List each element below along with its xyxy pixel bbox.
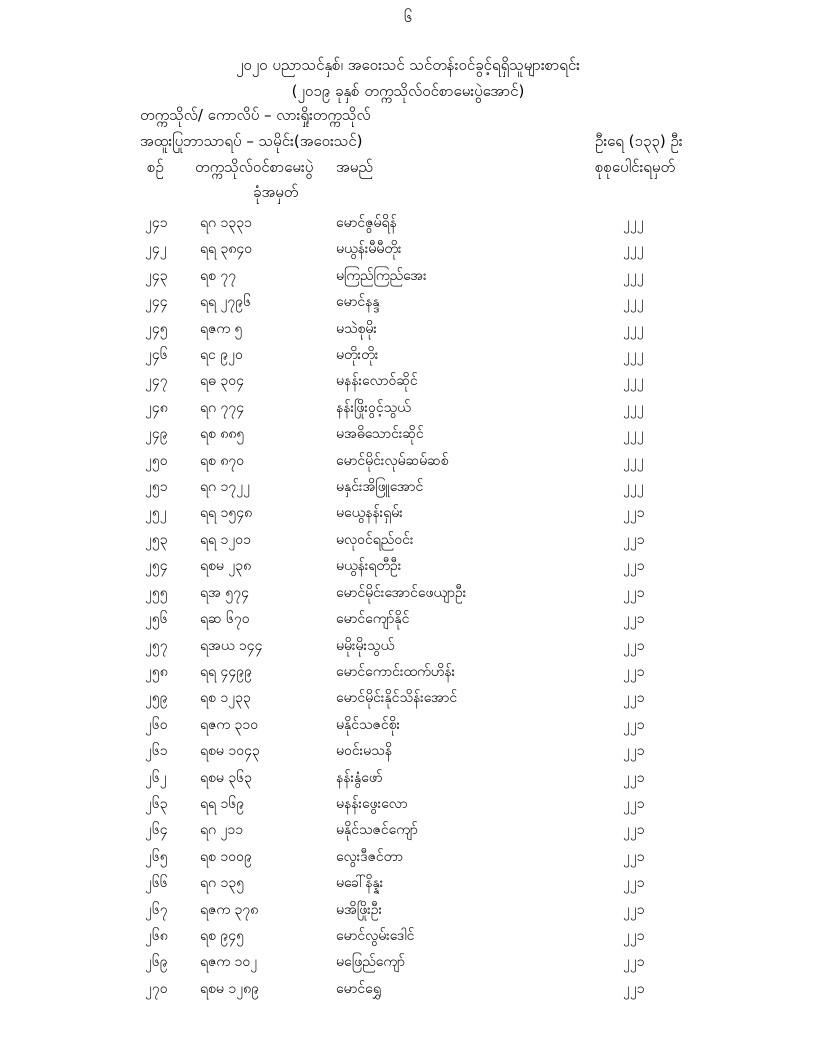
- row-marks: ၂၂၂: [623, 426, 644, 443]
- table-row: [0, 686, 816, 712]
- header-roll: တက္ကသိုလ်ဝင်စာမေးပွဲ: [195, 158, 314, 176]
- row-marks: ၂၂၁: [623, 848, 645, 865]
- row-serial: ၂၅၂: [145, 505, 167, 522]
- row-serial: ၂၄၃: [145, 267, 168, 284]
- row-roll-number: ရရ ၂၇၉၆: [200, 294, 252, 311]
- row-roll-number: ရရ ၄၄၉၉: [200, 663, 253, 680]
- row-serial: ၂၄၄: [145, 294, 168, 311]
- row-serial: ၂၆၇: [145, 901, 168, 918]
- row-marks: ၂၂၁: [623, 690, 645, 707]
- row-marks: ၂၂၁: [623, 769, 645, 786]
- table-row: [0, 634, 816, 660]
- row-roll-number: ရဇက ၃၁၀: [200, 716, 259, 733]
- student-count: ဦးရေ (၁၃၃) ဦး: [595, 132, 683, 150]
- row-serial: ၂၅၄: [145, 558, 168, 575]
- row-name: မတိုးတိုး: [336, 347, 379, 364]
- row-name: မောင်နန္ဒ: [336, 294, 380, 311]
- row-serial: ၂၇၀: [145, 980, 168, 997]
- row-name: မမိုးမိုးသွယ်: [336, 637, 395, 654]
- table-row: [0, 845, 816, 871]
- table-row: [0, 396, 816, 422]
- row-serial: ၂၆၉: [145, 954, 168, 971]
- row-marks: ၂၂၁: [623, 927, 645, 944]
- row-roll-number: ရစ ၈၈၅: [200, 426, 245, 443]
- row-serial: ၂၄၅: [145, 320, 168, 337]
- row-roll-number: ရဆ ၆၇၀: [200, 611, 250, 628]
- row-marks: ၂၂၁: [623, 611, 645, 628]
- row-marks: ၂၂၂: [623, 479, 644, 496]
- row-name: နန်းနွံဖော်: [336, 769, 383, 786]
- row-name: မောင်လွမ်းဒေါင်: [336, 927, 415, 944]
- document-subtitle: (၂၀၁၉ ခုနှစ် တက္ကသိုလ်ဝင်စာမေးပွဲအောင်): [291, 82, 525, 100]
- row-marks: ၂၂၂: [623, 452, 644, 469]
- row-roll-number: ရဇက ၅: [200, 320, 243, 337]
- table-row: [0, 290, 816, 316]
- row-serial: ၂၆၃: [145, 795, 168, 812]
- row-name: မောင်မိုင်းလုမ်ဆမ်ဆစ်: [336, 452, 449, 469]
- document-title: ၂၀၂၀ ပညာသင်နှစ်၊ အဝေးသင် သင်တန်းဝင်ခွင့်ရရှိသူများစာရင်း: [236, 56, 580, 74]
- row-name: မဖြေည်ကျော်: [336, 954, 406, 971]
- row-name: မအိဖြိုးဦး: [336, 901, 383, 918]
- table-row: [0, 317, 816, 343]
- row-marks: ၂၂၁: [623, 505, 645, 522]
- row-marks: ၂၂၂: [623, 267, 644, 284]
- table-row: [0, 871, 816, 897]
- table-row: [0, 792, 816, 818]
- row-marks: ၂၂၂: [623, 241, 644, 258]
- row-roll-number: ရစ ၈၇၀: [200, 452, 245, 469]
- row-serial: ၂၆၀: [145, 716, 168, 733]
- row-roll-number: ရစ ၁၀၀၉: [200, 848, 252, 865]
- row-roll-number: ရဂ ၁၃၃၁: [200, 215, 252, 231]
- table-row: [0, 766, 816, 792]
- row-serial: ၂၄၂: [145, 241, 167, 258]
- row-name: မကြည်ကြည်အေး: [336, 267, 427, 284]
- header-roll-line2: ခုံအမှတ်: [253, 183, 299, 201]
- row-name: မနှင်းအိဖြူအောင်: [336, 479, 424, 496]
- row-marks: ၂၂၁: [623, 875, 645, 892]
- row-serial: ၂၄၆: [145, 347, 168, 364]
- row-roll-number: ရအယ ၁၄၄: [200, 637, 263, 654]
- table-row: [0, 554, 816, 580]
- row-name: မောင်ကျော်နိုင်: [336, 611, 410, 628]
- row-marks: ၂၂၁: [623, 584, 645, 601]
- row-roll-number: ရအ ၅၇၄: [200, 584, 249, 601]
- row-roll-number: ရရ ၁၅၄၈: [200, 505, 253, 522]
- row-roll-number: ရစမ ၃၆၃: [200, 769, 252, 786]
- row-name: မဝင်းမသနိ: [336, 743, 392, 760]
- row-marks: ၂၂၂: [623, 399, 644, 416]
- row-name: နန်းဖြိုးဝွင့်သွယ်: [336, 399, 411, 416]
- row-marks: ၂၂၂: [623, 347, 644, 364]
- row-marks: ၂၂၁: [623, 822, 645, 839]
- row-serial: ၂၅၈: [145, 663, 168, 680]
- row-marks: ၂၂၁: [623, 743, 645, 760]
- row-marks: ၂၂၂: [623, 215, 644, 231]
- table-row: [0, 237, 816, 263]
- row-roll-number: ရဇက ၁၀၂: [200, 954, 258, 971]
- row-name: မလုဝင်ရည်ဝင်း: [336, 531, 414, 548]
- row-roll-number: ရစ ၇၇: [200, 267, 237, 284]
- row-roll-number: ရစမ ၁၂၈၉: [200, 980, 259, 997]
- row-roll-number: ရရ ၁၆၉: [200, 795, 245, 812]
- row-roll-number: ရစ ၁၂၃၃: [200, 690, 251, 707]
- table-row: [0, 924, 816, 950]
- table-row: [0, 211, 816, 237]
- row-serial: ၂၅၅: [145, 584, 168, 601]
- table-row: [0, 581, 816, 607]
- row-serial: ၂၅၀: [145, 452, 168, 469]
- row-marks: ၂၂၁: [623, 954, 645, 971]
- row-roll-number: ရစ ၉၄၅: [200, 927, 244, 944]
- row-name: မောင်မိုင်းနိုင်သိန်းအောင်: [336, 690, 458, 707]
- row-serial: ၂၄၇: [145, 373, 168, 390]
- row-roll-number: ရဓ ၃၀၄: [200, 373, 244, 390]
- row-marks: ၂၂၁: [623, 795, 645, 812]
- row-name: မနိုင်သဇင်ကျော်: [336, 822, 418, 839]
- row-serial: ၂၆၈: [145, 927, 168, 944]
- row-roll-number: ရဂ ၇၇၄: [200, 399, 245, 416]
- table-row: [0, 607, 816, 633]
- table-row: [0, 660, 816, 686]
- table-row: [0, 369, 816, 395]
- row-marks: ၂၂၂: [623, 294, 644, 311]
- row-roll-number: ရရ ၁၂၀၁: [200, 531, 252, 548]
- table-row: [0, 977, 816, 1003]
- row-name: မောင်ရွှေ: [336, 980, 382, 997]
- row-name: လွေးဒီဇင်တာ: [336, 848, 404, 865]
- page-number: ၆: [403, 8, 413, 26]
- row-name: မနန်းလောဝ်ဆိုင်: [336, 373, 418, 390]
- row-name: မနန်းဖွေးလော: [336, 795, 408, 812]
- row-marks: ၂၂၁: [623, 663, 645, 680]
- header-serial: စဉ်: [147, 158, 164, 176]
- row-marks: ၂၂၁: [623, 558, 645, 575]
- row-roll-number: ရရ ၃၈၄၀: [200, 241, 253, 258]
- table-row: [0, 422, 816, 448]
- row-serial: ၂၆၆: [145, 875, 168, 892]
- row-serial: ၂၆၅: [145, 848, 168, 865]
- row-marks: ၂၂၁: [623, 716, 645, 733]
- row-serial: ၂၅၇: [145, 637, 168, 654]
- row-serial: ၂၅၆: [145, 611, 168, 628]
- row-serial: ၂၄၈: [145, 399, 168, 416]
- row-marks: ၂၂၁: [623, 637, 645, 654]
- row-name: မနိုင်သဇင်စိုး: [336, 716, 401, 733]
- row-name: မယွေနန်းရှမ်း: [336, 505, 403, 522]
- table-row: [0, 950, 816, 976]
- row-serial: ၂၆၁: [145, 743, 168, 760]
- table-row: [0, 818, 816, 844]
- row-marks: ၂၂၂: [623, 373, 644, 390]
- row-name: မအဓိသောင်းဆိုင်: [336, 426, 424, 443]
- row-serial: ၂၄၉: [145, 426, 168, 443]
- table-row: [0, 739, 816, 765]
- row-serial: ၂၄၁: [145, 215, 168, 231]
- row-roll-number: ရဂ ၁၃၅: [200, 875, 245, 892]
- row-serial: ၂၅၃: [145, 531, 168, 548]
- table-row: [0, 898, 816, 924]
- row-marks: ၂၂၁: [623, 901, 645, 918]
- row-roll-number: ရဇက ၃၇၈: [200, 901, 259, 918]
- row-serial: ၂၆၂: [145, 769, 167, 786]
- row-name: မောင်ကောင်းထက်ဟိန်း: [336, 663, 456, 680]
- row-marks: ၂၂၁: [623, 531, 645, 548]
- row-name: မယွန်းမီမီတိုး: [336, 241, 402, 258]
- row-roll-number: ရစမ ၂၃၈: [200, 558, 252, 575]
- table-row: [0, 713, 816, 739]
- table-row: [0, 501, 816, 527]
- row-name: မခေါ်နိန္နး: [336, 875, 384, 892]
- row-roll-number: ရစမ ၁၀၄၃: [200, 743, 260, 760]
- table-row: [0, 528, 816, 554]
- row-roll-number: ရဂ ၁၇၂၂: [200, 479, 250, 496]
- row-roll-number: ရဂ ၂၁၁: [200, 822, 244, 839]
- student-table: [0, 211, 816, 1003]
- row-name: မောင်ဇွမ်ရိန်: [336, 215, 397, 231]
- row-serial: ၂၅၉: [145, 690, 168, 707]
- header-name: အမည်: [336, 158, 373, 176]
- university-line: တက္ကသိုလ်/ ကောလိပ် – လားရှိုးတက္ကသိုလ်: [140, 106, 371, 124]
- table-row: [0, 475, 816, 501]
- row-marks: ၂၂၁: [623, 980, 645, 997]
- table-row: [0, 264, 816, 290]
- row-name: မယွန်းရတီဦး: [336, 558, 402, 575]
- row-name: မောင်မိုင်းအောင်ဖေယျာဦး: [336, 584, 467, 601]
- row-serial: ၂၅၁: [145, 479, 168, 496]
- header-marks: စုစုပေါင်းရမှတ်: [595, 158, 676, 176]
- subject-line: အထူးပြုဘာသာရပ် – သမိုင်း(အဝေးသင်): [140, 132, 363, 150]
- row-roll-number: ရင ၉၂၀: [200, 347, 243, 364]
- row-serial: ၂၆၄: [145, 822, 168, 839]
- table-row: [0, 343, 816, 369]
- row-marks: ၂၂၂: [623, 320, 644, 337]
- row-name: မသဲစုမိုး: [336, 320, 377, 337]
- table-row: [0, 449, 816, 475]
